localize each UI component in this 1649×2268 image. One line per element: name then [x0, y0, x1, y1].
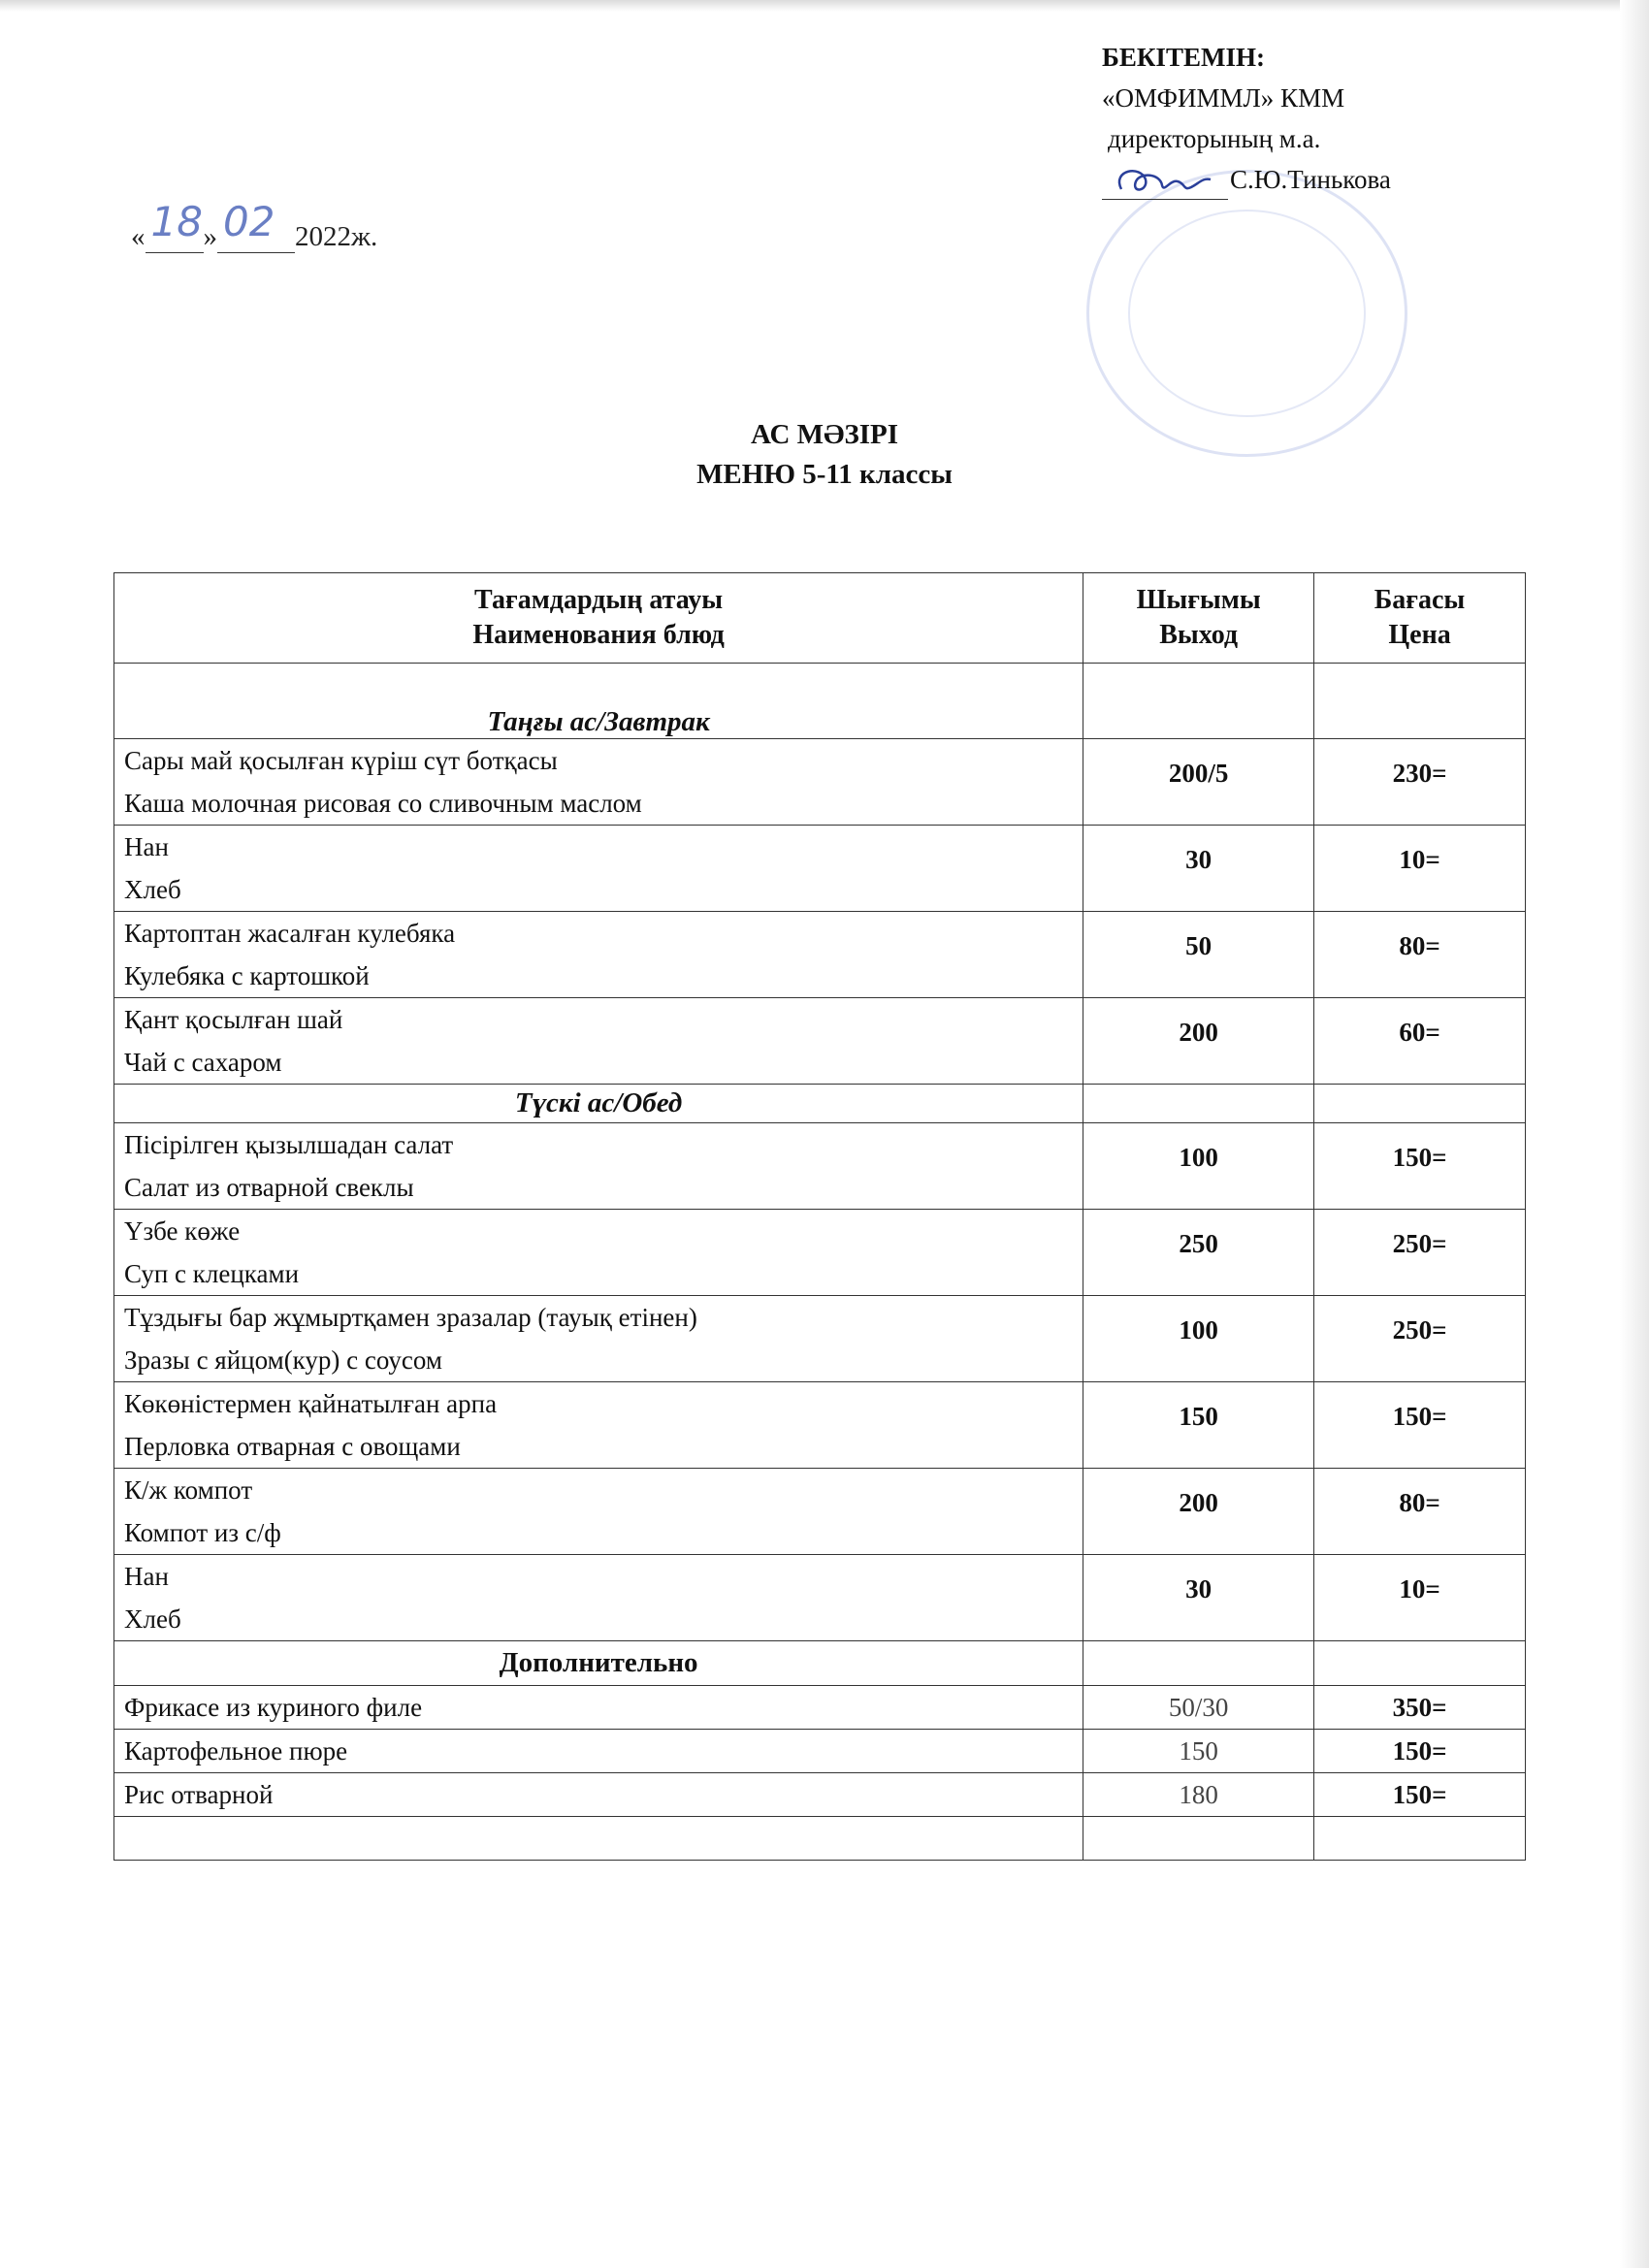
dish-price: 150=: [1314, 1123, 1526, 1210]
extra-dish-price: 150=: [1314, 1730, 1526, 1773]
extra-dish-output: 50/30: [1083, 1686, 1314, 1730]
dish-price: 60=: [1314, 998, 1526, 1085]
dish-name-cell: [114, 998, 1083, 1085]
extra-dish-row: [114, 1730, 1526, 1773]
dish-row: [114, 998, 1526, 1085]
dish-name-ru: Хлеб: [124, 875, 181, 904]
dish-name-ru: Перловка отварная с овощами: [124, 1432, 461, 1461]
approval-title: БЕКІТЕМІН:: [1102, 43, 1265, 72]
header-output-ru: Выход: [1159, 620, 1239, 650]
header-output: [1083, 573, 1314, 664]
section-row-lunch: [114, 1085, 1526, 1123]
dish-name-cell: [114, 739, 1083, 826]
approval-position: директорының м.а.: [1108, 124, 1321, 153]
dish-name-kz: Нан: [124, 832, 169, 861]
dish-output: 250: [1083, 1210, 1314, 1296]
dish-row: [114, 739, 1526, 826]
dish-price: 150=: [1314, 1382, 1526, 1469]
extra-dish-name: Картофельное пюре: [114, 1730, 1083, 1773]
scan-edge: [1620, 0, 1649, 2268]
extra-dish-output: 150: [1083, 1730, 1314, 1773]
dish-name-kz: Қант қосылған шай: [124, 1005, 343, 1034]
dish-name-kz: Үзбе көже: [124, 1216, 241, 1246]
dish-name-ru: Каша молочная рисовая со сливочным маслом: [124, 789, 642, 818]
dish-row: [114, 1555, 1526, 1641]
dish-name-cell: [114, 826, 1083, 912]
section-title-lunch: Түскі ас/Обед: [114, 1085, 1083, 1123]
dish-output: 150: [1083, 1382, 1314, 1469]
breakfast-rows: [114, 739, 1526, 1085]
dish-name-ru: Хлеб: [124, 1604, 181, 1634]
empty-cell: [1083, 1085, 1314, 1123]
extra-dish-row: [114, 1773, 1526, 1817]
approval-org: «ОМФИММЛ» КММ: [1102, 83, 1345, 113]
dish-name-ru: Компот из с/ф: [124, 1518, 281, 1547]
scan-edge: [0, 0, 1649, 12]
dish-row: [114, 912, 1526, 998]
header-name-kz: Тағамдардың атауы: [474, 585, 724, 615]
extra-dish-price: 150=: [1314, 1773, 1526, 1817]
section-row-extra: [114, 1641, 1526, 1686]
dish-name-cell: [114, 1210, 1083, 1296]
extra-dish-price: 350=: [1314, 1686, 1526, 1730]
empty-row: [114, 1817, 1526, 1861]
empty-cell: [1314, 1641, 1526, 1686]
dish-row: [114, 1296, 1526, 1382]
dish-output: 30: [1083, 826, 1314, 912]
date-day-blank: [146, 198, 204, 253]
dish-row: [114, 1123, 1526, 1210]
dish-output: 200/5: [1083, 739, 1314, 826]
dish-name-cell: [114, 912, 1083, 998]
section-title-extra: Дополнительно: [114, 1641, 1083, 1686]
extra-dish-name: Рис отварной: [114, 1773, 1083, 1817]
header-price-ru: Цена: [1388, 620, 1451, 650]
extra-rows: [114, 1686, 1526, 1817]
dish-output: 50: [1083, 912, 1314, 998]
dish-name-kz: Пісірілген қызылшадан салат: [124, 1130, 454, 1159]
date-quote-open: «: [131, 221, 146, 252]
dish-name-ru: Суп с клецками: [124, 1259, 300, 1288]
menu-table: [113, 572, 1526, 1861]
dish-name-kz: Сары май қосылған күріш сүт ботқасы: [124, 746, 558, 775]
section-title-breakfast: Таңғы ас/Завтрак: [114, 664, 1083, 739]
empty-cell: [114, 1817, 1083, 1861]
dish-price: 250=: [1314, 1296, 1526, 1382]
dish-name-ru: Зразы с яйцом(кур) с соусом: [124, 1345, 442, 1375]
dish-price: 230=: [1314, 739, 1526, 826]
date-year: 2022ж.: [295, 221, 378, 252]
heading-kz: АС МӘЗІРІ: [750, 419, 899, 450]
date-month-blank: [217, 198, 295, 253]
dish-name-cell: [114, 1555, 1083, 1641]
section-row-breakfast: [114, 664, 1526, 739]
dish-name-kz: Картоптан жасалған кулебяка: [124, 919, 456, 948]
table-header-row: [114, 573, 1526, 664]
dish-output: 200: [1083, 998, 1314, 1085]
heading-ru: МЕНЮ 5-11 классы: [696, 459, 953, 490]
header-dish-name: [114, 573, 1083, 664]
dish-name-cell: [114, 1296, 1083, 1382]
empty-cell: [1083, 1817, 1314, 1861]
signature-scribble: [1102, 160, 1228, 203]
approval-date: [131, 198, 378, 253]
header-name-ru: Наименования блюд: [472, 620, 725, 650]
dish-name-kz: Көкөністермен қайнатылған арпа: [124, 1389, 498, 1418]
dish-row: [114, 1382, 1526, 1469]
lunch-rows: [114, 1123, 1526, 1641]
dish-name-cell: [114, 1382, 1083, 1469]
dish-name-kz: Тұздығы бар жұмыртқамен зразалар (тауық етінен): [124, 1303, 697, 1332]
date-day: 18: [150, 198, 203, 245]
empty-cell: [1314, 1817, 1526, 1861]
dish-name-kz: К/ж компот: [124, 1475, 253, 1505]
dish-name-ru: Кулебяка с картошкой: [124, 961, 370, 990]
dish-output: 200: [1083, 1469, 1314, 1555]
dish-name-ru: Салат из отварной свеклы: [124, 1173, 414, 1202]
dish-price: 10=: [1314, 1555, 1526, 1641]
dish-name-cell: [114, 1469, 1083, 1555]
dish-row: [114, 1210, 1526, 1296]
approval-signature-row: [1102, 159, 1391, 200]
dish-output: 30: [1083, 1555, 1314, 1641]
dish-price: 80=: [1314, 912, 1526, 998]
official-stamp: [1086, 170, 1407, 457]
dish-price: 10=: [1314, 826, 1526, 912]
approval-block: [1102, 37, 1391, 200]
header-price: [1314, 573, 1526, 664]
empty-cell: [1314, 1085, 1526, 1123]
dish-output: 100: [1083, 1123, 1314, 1210]
date-quote-close: »: [203, 221, 217, 252]
date-month: 02: [223, 198, 275, 245]
dish-name-ru: Чай с сахаром: [124, 1048, 282, 1077]
signature: [1102, 174, 1228, 200]
extra-dish-name: Фрикасе из куриного филе: [114, 1686, 1083, 1730]
dish-price: 80=: [1314, 1469, 1526, 1555]
dish-name-kz: Нан: [124, 1562, 169, 1591]
header-price-kz: Бағасы: [1374, 585, 1466, 615]
empty-cell: [1083, 664, 1314, 739]
menu-heading: [0, 415, 1649, 495]
empty-cell: [1314, 664, 1526, 739]
dish-output: 100: [1083, 1296, 1314, 1382]
dish-row: [114, 826, 1526, 912]
dish-price: 250=: [1314, 1210, 1526, 1296]
extra-dish-row: [114, 1686, 1526, 1730]
dish-name-cell: [114, 1123, 1083, 1210]
approval-name: С.Ю.Тинькова: [1230, 165, 1391, 194]
empty-cell: [1083, 1641, 1314, 1686]
header-output-kz: Шығымы: [1136, 585, 1261, 615]
extra-dish-output: 180: [1083, 1773, 1314, 1817]
dish-row: [114, 1469, 1526, 1555]
